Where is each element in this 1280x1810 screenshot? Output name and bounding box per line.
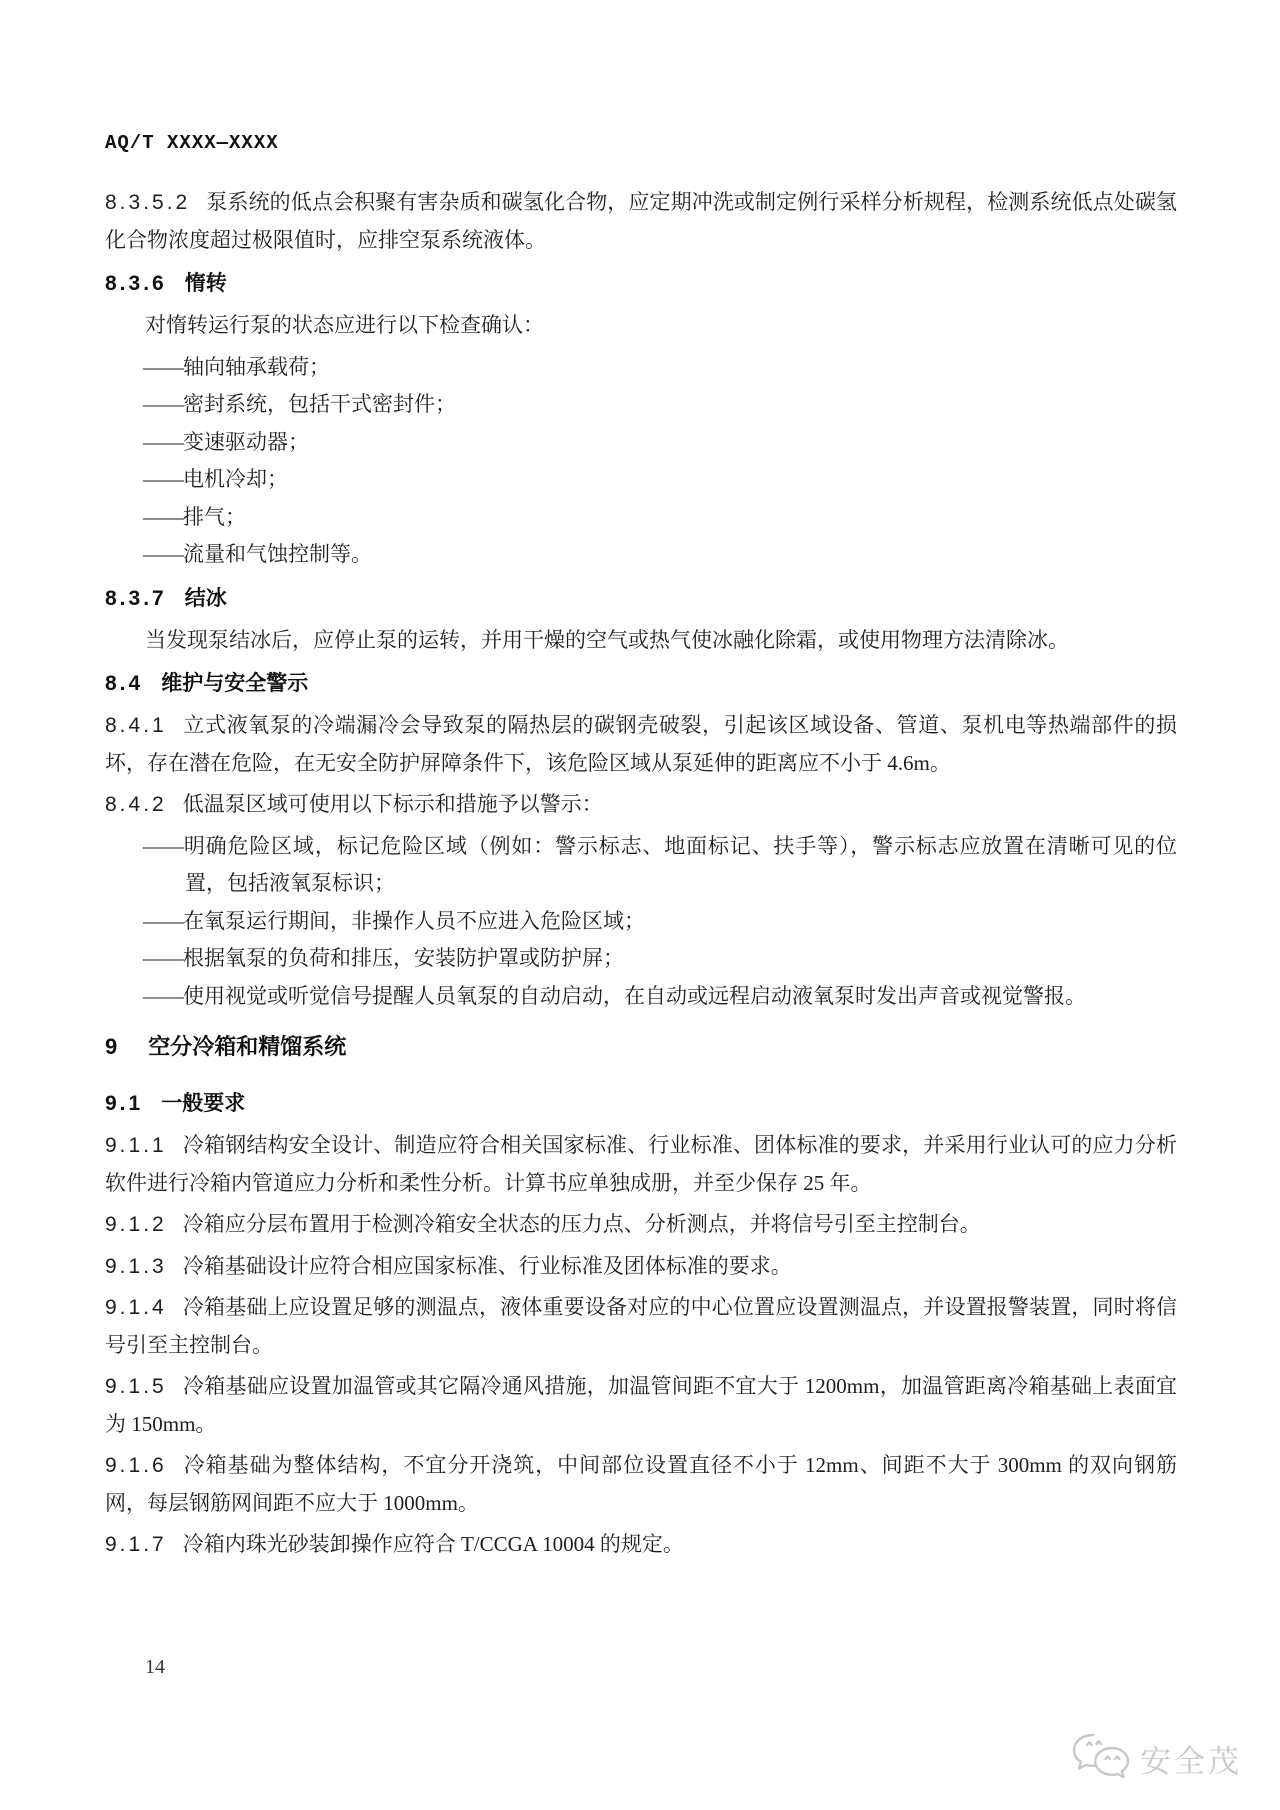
dash-marker: —— <box>143 908 183 933</box>
dash-item <box>105 461 1177 499</box>
clause-number: 8.4.1 <box>105 714 167 737</box>
dash-item-text: 流量和气蚀控制等。 <box>183 542 372 566</box>
heading-8-4 <box>105 671 1177 697</box>
clause-text: 冷箱基础设计应符合相应国家标准、行业标准及团体标准的要求。 <box>182 1253 792 1278</box>
heading-text: 惰转 <box>184 272 227 295</box>
dash-item <box>105 536 1177 574</box>
clause-9-1-5 <box>105 1368 1177 1443</box>
dash-item-text: 轴向轴承载荷； <box>183 354 330 379</box>
dash-item <box>105 424 1177 462</box>
clause-number: 8.4.2 <box>105 793 167 816</box>
clause-number: 9.1.6 <box>105 1454 167 1477</box>
clause-text: 冷箱应分层布置用于检测冷箱安全状态的压力点、分析测点，并将信号引至主控制台。 <box>182 1212 981 1236</box>
chapter-number: 9 <box>105 1034 121 1059</box>
paragraph-icing: 当发现泵结冰后，应停止泵的运转，并用干燥的空气或热气使冰融化除霜，或使用物理方法清除冰。 <box>145 627 1069 652</box>
dash-marker: —— <box>143 542 183 566</box>
clause-text: 冷箱钢结构安全设计、制造应符合相关国家标准、行业标准、团体标准的要求，并采用行业认可的应力分析软件进行冷箱内管道应力分析和柔性分析。计算书应单独成册，并至少保存 25 年。 <box>105 1133 1177 1195</box>
heading-text: 一般要求 <box>161 1092 246 1115</box>
dash-marker: —— <box>143 983 183 1008</box>
clause-9-1-4 <box>105 1289 1177 1364</box>
clause-text: 低温泵区域可使用以下标示和措施予以警示： <box>182 792 603 816</box>
chapter-heading-9 <box>105 1033 1177 1061</box>
dash-marker: —— <box>143 354 183 379</box>
watermark-label: 安全茂 <box>1140 1743 1242 1779</box>
dash-marker: —— <box>143 504 183 529</box>
heading-number: 8.4 <box>105 672 144 695</box>
dash-item-text: 电机冷却； <box>183 467 288 491</box>
clause-number: 9.1.2 <box>105 1213 167 1236</box>
clause-9-1-1 <box>105 1127 1177 1202</box>
dash-item-text: 明确危险区域，标记危险区域（例如：警示标志、地面标记、扶手等），警示标志应放置在清晰可见的位置，包括液氧泵标识； <box>183 833 1177 895</box>
heading-text: 结冰 <box>184 586 227 610</box>
document-code: AQ/T XXXX—XXXX <box>105 132 279 154</box>
clause-text: 冷箱内珠光砂装卸操作应符合 T/CCGA 10004 的规定。 <box>182 1532 684 1556</box>
dash-item <box>105 903 1177 941</box>
chapter-text: 空分冷箱和精馏系统 <box>148 1034 347 1059</box>
watermark <box>1070 1732 1242 1784</box>
dash-list-inertia-checks <box>105 349 1177 574</box>
clause-9-1-3 <box>105 1248 1177 1286</box>
dash-marker: —— <box>143 833 183 858</box>
wechat-icon <box>1070 1732 1132 1784</box>
heading-8-3-7 <box>105 586 1177 612</box>
dash-marker: —— <box>143 392 183 416</box>
page-number: 14 <box>145 1656 165 1678</box>
heading-text: 维护与安全警示 <box>161 672 309 695</box>
dash-list-warning-measures <box>105 828 1177 1016</box>
paragraph-intro: 对惰转运行泵的状态应进行以下检查确认： <box>145 313 544 337</box>
clause-number: 9.1.3 <box>105 1254 167 1278</box>
clause-number: 9.1.5 <box>105 1375 167 1398</box>
dash-item-text: 排气； <box>183 504 246 529</box>
document-content <box>105 132 1177 1568</box>
dash-item <box>105 940 1177 978</box>
dash-item <box>105 349 1177 387</box>
clause-9-1-2 <box>105 1206 1177 1244</box>
dash-item-text: 根据氧泵的负荷和排压，安装防护罩或防护屏； <box>183 946 624 970</box>
dash-item <box>105 499 1177 537</box>
clause-8-4-1 <box>105 707 1177 782</box>
heading-9-1 <box>105 1091 1177 1117</box>
clause-8-4-2 <box>105 786 1177 824</box>
clause-text: 冷箱基础为整体结构，不宜分开浇筑，中间部位设置直径不小于 12mm、间距不大于 300mm 的双向钢筋网，每层钢筋网间距不应大于 1000mm。 <box>105 1453 1177 1515</box>
clause-number: 8.3.5.2 <box>105 191 191 214</box>
dash-item-text: 在氧泵运行期间，非操作人员不应进入危险区域； <box>183 908 645 933</box>
dash-item-text: 密封系统，包括干式密封件； <box>183 392 456 416</box>
dash-marker: —— <box>143 467 183 491</box>
clause-number: 9.1.4 <box>105 1296 167 1319</box>
dash-item <box>105 828 1177 903</box>
dash-marker: —— <box>143 946 183 970</box>
clause-text: 立式液氧泵的冷端漏冷会导致泵的隔热层的碳钢壳破裂，引起该区域设备、管道、泵机电等热端部件的损坏，存在潜在危险，在无安全防护屏障条件下，该危险区域从泵延伸的距离应不小于 4.6m。 <box>105 713 1177 775</box>
heading-number: 8.3.7 <box>105 586 167 610</box>
heading-number: 8.3.6 <box>105 272 167 295</box>
clause-text: 泵系统的低点会积聚有害杂质和碳氢化合物，应定期冲洗或制定例行采样分析规程，检测系统低点处碳氢化合物浓度超过极限值时，应排空泵系统液体。 <box>105 190 1177 252</box>
clause-number: 9.1.1 <box>105 1134 167 1157</box>
dash-item-text: 使用视觉或听觉信号提醒人员氧泵的自动启动，在自动或远程启动液氧泵时发出声音或视觉警报。 <box>183 983 1086 1008</box>
clause-number: 9.1.7 <box>105 1533 167 1556</box>
heading-8-3-6 <box>105 271 1177 297</box>
clause-9-1-6 <box>105 1447 1177 1522</box>
clause-8-3-5-2 <box>105 184 1177 259</box>
clause-text: 冷箱基础上应设置足够的测温点，液体重要设备对应的中心位置应设置测温点，并设置报警装置，同时将信号引至主控制台。 <box>105 1295 1177 1357</box>
dash-item <box>105 386 1177 424</box>
clause-text: 冷箱基础应设置加温管或其它隔冷通风措施，加温管间距不宜大于 1200mm，加温管距离冷箱基础上表面宜为 150mm。 <box>105 1374 1177 1436</box>
dash-item-text: 变速驱动器； <box>183 429 309 454</box>
clause-9-1-7 <box>105 1526 1177 1564</box>
dash-marker: —— <box>143 429 183 454</box>
dash-item <box>105 978 1177 1016</box>
heading-number: 9.1 <box>105 1092 144 1115</box>
